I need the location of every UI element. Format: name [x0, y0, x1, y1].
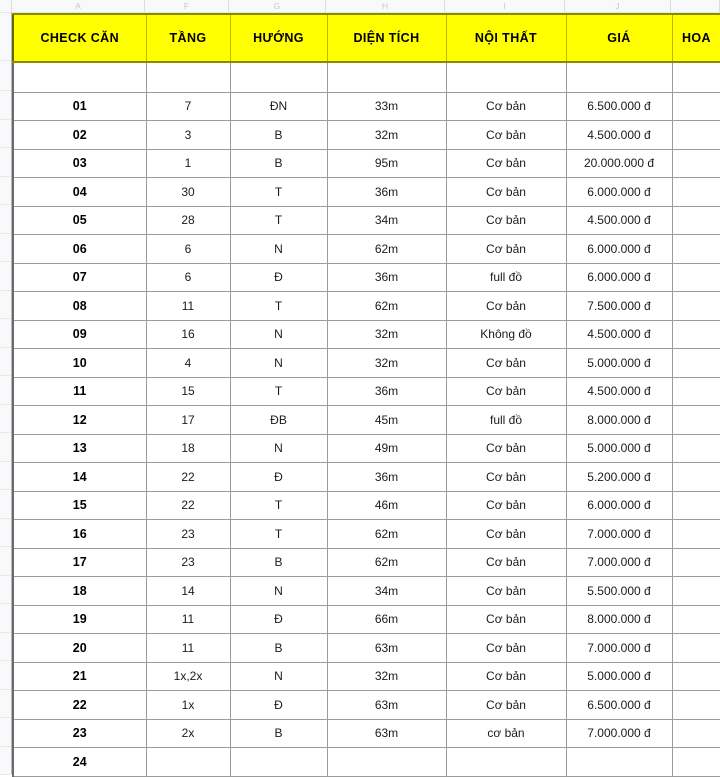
cell-dien-tich[interactable]: 62m: [327, 520, 446, 549]
row-number-gutter: [0, 13, 12, 774]
empty-cell[interactable]: [13, 62, 146, 92]
cell-noi-that[interactable]: Cơ bản: [446, 377, 566, 406]
column-header-tang: TẦNG: [146, 14, 230, 62]
empty-cell[interactable]: [446, 62, 566, 92]
cell-check-can[interactable]: 16: [13, 520, 146, 549]
cell-dien-tich[interactable]: 45m: [327, 406, 446, 435]
cell-noi-that[interactable]: Cơ bản: [446, 349, 566, 378]
cell-dien-tich[interactable]: 66m: [327, 605, 446, 634]
cell-tang[interactable]: 15: [146, 377, 230, 406]
cell-huong[interactable]: ĐB: [230, 406, 327, 435]
cell-noi-that[interactable]: [446, 748, 566, 777]
table-row: [13, 263, 720, 292]
empty-cell[interactable]: [146, 62, 230, 92]
column-letter-j[interactable]: J: [565, 0, 671, 12]
cell-noi-that[interactable]: Cơ bản: [446, 434, 566, 463]
cell-gia[interactable]: 7.000.000 đ: [566, 634, 672, 663]
cell-hoa-hong[interactable]: [672, 206, 720, 235]
column-header-hoa-hong: HOA: [672, 14, 720, 62]
column-letter-h[interactable]: H: [326, 0, 445, 12]
row-number-cell[interactable]: [0, 462, 11, 491]
cell-check-can[interactable]: 08: [13, 292, 146, 321]
cell-hoa-hong[interactable]: [672, 406, 720, 435]
cell-hoa-hong[interactable]: [672, 235, 720, 264]
cell-tang[interactable]: 16: [146, 320, 230, 349]
cell-dien-tich[interactable]: 36m: [327, 178, 446, 207]
cell-tang[interactable]: [146, 748, 230, 777]
cell-dien-tich[interactable]: 33m: [327, 92, 446, 121]
cell-noi-that[interactable]: Cơ bản: [446, 206, 566, 235]
cell-check-can[interactable]: 22: [13, 691, 146, 720]
cell-dien-tich[interactable]: 36m: [327, 263, 446, 292]
column-header-check-can: CHECK CĂN: [13, 14, 146, 62]
cell-noi-that[interactable]: Cơ bản: [446, 463, 566, 492]
table-row: [13, 719, 720, 748]
cell-noi-that[interactable]: Cơ bản: [446, 92, 566, 121]
cell-noi-that[interactable]: Không đồ: [446, 320, 566, 349]
cell-huong[interactable]: N: [230, 577, 327, 606]
table-row: [13, 491, 720, 520]
cell-hoa-hong[interactable]: [672, 691, 720, 720]
cell-gia[interactable]: 4.500.000 đ: [566, 320, 672, 349]
cell-hoa-hong[interactable]: [672, 292, 720, 321]
cell-hoa-hong[interactable]: [672, 548, 720, 577]
table-row: [13, 292, 720, 321]
row-number-cell[interactable]: [0, 234, 11, 263]
row-number-cell[interactable]: [0, 718, 11, 747]
cell-dien-tich[interactable]: 63m: [327, 691, 446, 720]
table-row: [13, 634, 720, 663]
cell-tang[interactable]: 1x,2x: [146, 662, 230, 691]
cell-gia[interactable]: 7.000.000 đ: [566, 520, 672, 549]
table-row: [13, 235, 720, 264]
cell-huong[interactable]: T: [230, 206, 327, 235]
cell-hoa-hong[interactable]: [672, 577, 720, 606]
cell-tang[interactable]: 23: [146, 548, 230, 577]
cell-tang[interactable]: 1: [146, 149, 230, 178]
cell-hoa-hong[interactable]: [672, 377, 720, 406]
row-number-cell[interactable]: [0, 433, 11, 462]
column-header-noi-that: NỘI THẤT: [446, 14, 566, 62]
cell-gia[interactable]: 6.500.000 đ: [566, 92, 672, 121]
cell-gia[interactable]: 5.000.000 đ: [566, 349, 672, 378]
cell-noi-that[interactable]: Cơ bản: [446, 691, 566, 720]
cell-dien-tich[interactable]: 63m: [327, 634, 446, 663]
cell-check-can[interactable]: 11: [13, 377, 146, 406]
cell-huong[interactable]: B: [230, 719, 327, 748]
cell-gia[interactable]: 6.000.000 đ: [566, 263, 672, 292]
cell-check-can[interactable]: 23: [13, 719, 146, 748]
cell-tang[interactable]: 11: [146, 292, 230, 321]
cell-dien-tich[interactable]: 63m: [327, 719, 446, 748]
cell-huong[interactable]: Đ: [230, 605, 327, 634]
cell-noi-that[interactable]: Cơ bản: [446, 634, 566, 663]
column-header-huong: HƯỚNG: [230, 14, 327, 62]
table-body: [13, 62, 720, 776]
cell-hoa-hong[interactable]: [672, 149, 720, 178]
row-number-cell[interactable]: [0, 148, 11, 177]
cell-hoa-hong[interactable]: [672, 434, 720, 463]
table-row: [13, 349, 720, 378]
cell-noi-that[interactable]: Cơ bản: [446, 121, 566, 150]
cell-huong[interactable]: Đ: [230, 691, 327, 720]
cell-gia[interactable]: 5.000.000 đ: [566, 434, 672, 463]
cell-dien-tich[interactable]: 49m: [327, 434, 446, 463]
row-number-cell[interactable]: [0, 177, 11, 206]
cell-check-can[interactable]: 20: [13, 634, 146, 663]
row-number-cell[interactable]: [0, 376, 11, 405]
cell-gia[interactable]: 7.000.000 đ: [566, 548, 672, 577]
column-header-gia: GIÁ: [566, 14, 672, 62]
table-row: [13, 377, 720, 406]
cell-hoa-hong[interactable]: [672, 263, 720, 292]
empty-cell[interactable]: [230, 62, 327, 92]
cell-check-can[interactable]: 17: [13, 548, 146, 577]
cell-tang[interactable]: 6: [146, 235, 230, 264]
cell-dien-tich[interactable]: 34m: [327, 206, 446, 235]
cell-gia[interactable]: 4.500.000 đ: [566, 121, 672, 150]
cell-dien-tich[interactable]: 36m: [327, 377, 446, 406]
cell-huong[interactable]: B: [230, 149, 327, 178]
table-row: [13, 748, 720, 777]
cell-tang[interactable]: 11: [146, 605, 230, 634]
cell-gia[interactable]: 5.000.000 đ: [566, 662, 672, 691]
empty-cell[interactable]: [566, 62, 672, 92]
table-row: [13, 463, 720, 492]
cell-tang[interactable]: 18: [146, 434, 230, 463]
table-row: [13, 577, 720, 606]
cell-dien-tich[interactable]: 62m: [327, 548, 446, 577]
cell-dien-tich[interactable]: 32m: [327, 121, 446, 150]
cell-gia[interactable]: 5.500.000 đ: [566, 577, 672, 606]
cell-hoa-hong[interactable]: [672, 605, 720, 634]
cell-noi-that[interactable]: Cơ bản: [446, 662, 566, 691]
cell-tang[interactable]: 6: [146, 263, 230, 292]
select-all-corner[interactable]: [0, 0, 12, 12]
cell-hoa-hong[interactable]: [672, 178, 720, 207]
cell-tang[interactable]: 3: [146, 121, 230, 150]
row-number-cell[interactable]: [0, 13, 11, 61]
column-letter-f[interactable]: F: [145, 0, 229, 12]
table-row: [13, 406, 720, 435]
cell-hoa-hong[interactable]: [672, 719, 720, 748]
cell-noi-that[interactable]: Cơ bản: [446, 292, 566, 321]
cell-huong[interactable]: N: [230, 235, 327, 264]
cell-tang[interactable]: 23: [146, 520, 230, 549]
empty-cell[interactable]: [327, 62, 446, 92]
column-letter-g[interactable]: G: [229, 0, 326, 12]
column-header-strip: [0, 0, 720, 13]
row-number-cell[interactable]: [0, 319, 11, 348]
cell-check-can[interactable]: 12: [13, 406, 146, 435]
cell-hoa-hong[interactable]: [672, 349, 720, 378]
row-number-cell[interactable]: [0, 205, 11, 234]
cell-tang[interactable]: 2x: [146, 719, 230, 748]
row-number-cell[interactable]: [0, 490, 11, 519]
column-header-dien-tich: DIỆN TÍCH: [327, 14, 446, 62]
row-number-cell[interactable]: [0, 747, 11, 776]
cell-check-can[interactable]: 03: [13, 149, 146, 178]
row-number-cell[interactable]: [0, 547, 11, 576]
cell-check-can[interactable]: 09: [13, 320, 146, 349]
table-row: [13, 149, 720, 178]
cell-noi-that[interactable]: Cơ bản: [446, 577, 566, 606]
listing-table: [12, 13, 720, 777]
cell-check-can[interactable]: 01: [13, 92, 146, 121]
column-letter-i[interactable]: I: [445, 0, 565, 12]
row-number-cell[interactable]: [0, 604, 11, 633]
row-number-cell[interactable]: [0, 519, 11, 548]
cell-hoa-hong[interactable]: [672, 491, 720, 520]
cell-check-can[interactable]: 21: [13, 662, 146, 691]
cell-dien-tich[interactable]: 32m: [327, 349, 446, 378]
cell-huong[interactable]: [230, 748, 327, 777]
cell-huong[interactable]: B: [230, 548, 327, 577]
row-number-cell[interactable]: [0, 262, 11, 291]
cell-hoa-hong[interactable]: [672, 520, 720, 549]
row-number-cell[interactable]: [0, 633, 11, 662]
table-row: [13, 605, 720, 634]
cell-huong[interactable]: T: [230, 377, 327, 406]
cell-check-can[interactable]: 05: [13, 206, 146, 235]
cell-gia[interactable]: 6.000.000 đ: [566, 491, 672, 520]
table-row: [13, 320, 720, 349]
table-row: [13, 121, 720, 150]
cell-tang[interactable]: 7: [146, 92, 230, 121]
cell-huong[interactable]: T: [230, 292, 327, 321]
cell-gia[interactable]: [566, 748, 672, 777]
cell-gia[interactable]: 4.500.000 đ: [566, 206, 672, 235]
table-row: [13, 691, 720, 720]
table-row: [13, 434, 720, 463]
cell-check-can[interactable]: 02: [13, 121, 146, 150]
cell-dien-tich[interactable]: 62m: [327, 235, 446, 264]
cell-check-can[interactable]: 18: [13, 577, 146, 606]
cell-check-can[interactable]: 10: [13, 349, 146, 378]
row-number-cell[interactable]: [0, 690, 11, 719]
cell-tang[interactable]: 22: [146, 491, 230, 520]
cell-hoa-hong[interactable]: [672, 121, 720, 150]
cell-hoa-hong[interactable]: [672, 320, 720, 349]
cell-huong[interactable]: T: [230, 491, 327, 520]
row-number-cell[interactable]: [0, 661, 11, 690]
cell-dien-tich[interactable]: 46m: [327, 491, 446, 520]
cell-gia[interactable]: 8.000.000 đ: [566, 605, 672, 634]
cell-tang[interactable]: 14: [146, 577, 230, 606]
table-row: [13, 548, 720, 577]
row-number-cell[interactable]: [0, 291, 11, 320]
cell-noi-that[interactable]: Cơ bản: [446, 235, 566, 264]
cell-tang[interactable]: 1x: [146, 691, 230, 720]
cell-gia[interactable]: 5.200.000 đ: [566, 463, 672, 492]
empty-cell[interactable]: [672, 62, 720, 92]
cell-huong[interactable]: T: [230, 178, 327, 207]
cell-check-can[interactable]: 19: [13, 605, 146, 634]
cell-huong[interactable]: N: [230, 662, 327, 691]
cell-huong[interactable]: N: [230, 349, 327, 378]
cell-gia[interactable]: 6.000.000 đ: [566, 235, 672, 264]
spacer-row: [13, 62, 720, 92]
cell-noi-that[interactable]: Cơ bản: [446, 605, 566, 634]
cell-huong[interactable]: Đ: [230, 463, 327, 492]
sheet-grid: [12, 13, 720, 777]
cell-noi-that[interactable]: Cơ bản: [446, 491, 566, 520]
cell-huong[interactable]: T: [230, 520, 327, 549]
cell-noi-that[interactable]: full đồ: [446, 263, 566, 292]
cell-dien-tich[interactable]: 32m: [327, 662, 446, 691]
cell-dien-tich[interactable]: 95m: [327, 149, 446, 178]
cell-dien-tich[interactable]: 36m: [327, 463, 446, 492]
row-number-cell[interactable]: [0, 405, 11, 434]
table-row: [13, 662, 720, 691]
row-number-cell[interactable]: [0, 91, 11, 120]
column-letter-blank[interactable]: [671, 0, 720, 12]
cell-noi-that[interactable]: Cơ bản: [446, 520, 566, 549]
row-number-cell[interactable]: [0, 348, 11, 377]
cell-gia[interactable]: 6.500.000 đ: [566, 691, 672, 720]
cell-gia[interactable]: 20.000.000 đ: [566, 149, 672, 178]
cell-check-can[interactable]: 07: [13, 263, 146, 292]
cell-huong[interactable]: ĐN: [230, 92, 327, 121]
row-number-cell[interactable]: [0, 120, 11, 149]
cell-dien-tich[interactable]: 34m: [327, 577, 446, 606]
cell-gia[interactable]: 4.500.000 đ: [566, 377, 672, 406]
cell-check-can[interactable]: 24: [13, 748, 146, 777]
cell-dien-tich[interactable]: [327, 748, 446, 777]
row-number-cell[interactable]: [0, 61, 11, 91]
cell-dien-tich[interactable]: 62m: [327, 292, 446, 321]
table-row: [13, 178, 720, 207]
column-letter-a[interactable]: A: [12, 0, 145, 12]
cell-hoa-hong[interactable]: [672, 662, 720, 691]
cell-check-can[interactable]: 14: [13, 463, 146, 492]
cell-gia[interactable]: 7.500.000 đ: [566, 292, 672, 321]
cell-check-can[interactable]: 04: [13, 178, 146, 207]
cell-tang[interactable]: 4: [146, 349, 230, 378]
table-row: [13, 520, 720, 549]
cell-tang[interactable]: 28: [146, 206, 230, 235]
cell-gia[interactable]: 6.000.000 đ: [566, 178, 672, 207]
cell-check-can[interactable]: 06: [13, 235, 146, 264]
cell-huong[interactable]: Đ: [230, 263, 327, 292]
cell-check-can[interactable]: 15: [13, 491, 146, 520]
table-row: [13, 92, 720, 121]
cell-gia[interactable]: 8.000.000 đ: [566, 406, 672, 435]
cell-noi-that[interactable]: Cơ bản: [446, 149, 566, 178]
cell-huong[interactable]: N: [230, 320, 327, 349]
cell-noi-that[interactable]: cơ bản: [446, 719, 566, 748]
cell-noi-that[interactable]: full đồ: [446, 406, 566, 435]
cell-hoa-hong[interactable]: [672, 748, 720, 777]
row-number-cell[interactable]: [0, 576, 11, 605]
cell-dien-tich[interactable]: 32m: [327, 320, 446, 349]
cell-tang[interactable]: 17: [146, 406, 230, 435]
cell-noi-that[interactable]: Cơ bản: [446, 548, 566, 577]
table-header-row: [13, 14, 720, 62]
cell-noi-that[interactable]: Cơ bản: [446, 178, 566, 207]
cell-hoa-hong[interactable]: [672, 92, 720, 121]
cell-check-can[interactable]: 13: [13, 434, 146, 463]
cell-huong[interactable]: B: [230, 634, 327, 663]
cell-huong[interactable]: B: [230, 121, 327, 150]
cell-gia[interactable]: 7.000.000 đ: [566, 719, 672, 748]
cell-tang[interactable]: 30: [146, 178, 230, 207]
cell-hoa-hong[interactable]: [672, 463, 720, 492]
cell-tang[interactable]: 11: [146, 634, 230, 663]
cell-huong[interactable]: N: [230, 434, 327, 463]
table-row: [13, 206, 720, 235]
cell-tang[interactable]: 22: [146, 463, 230, 492]
cell-hoa-hong[interactable]: [672, 634, 720, 663]
